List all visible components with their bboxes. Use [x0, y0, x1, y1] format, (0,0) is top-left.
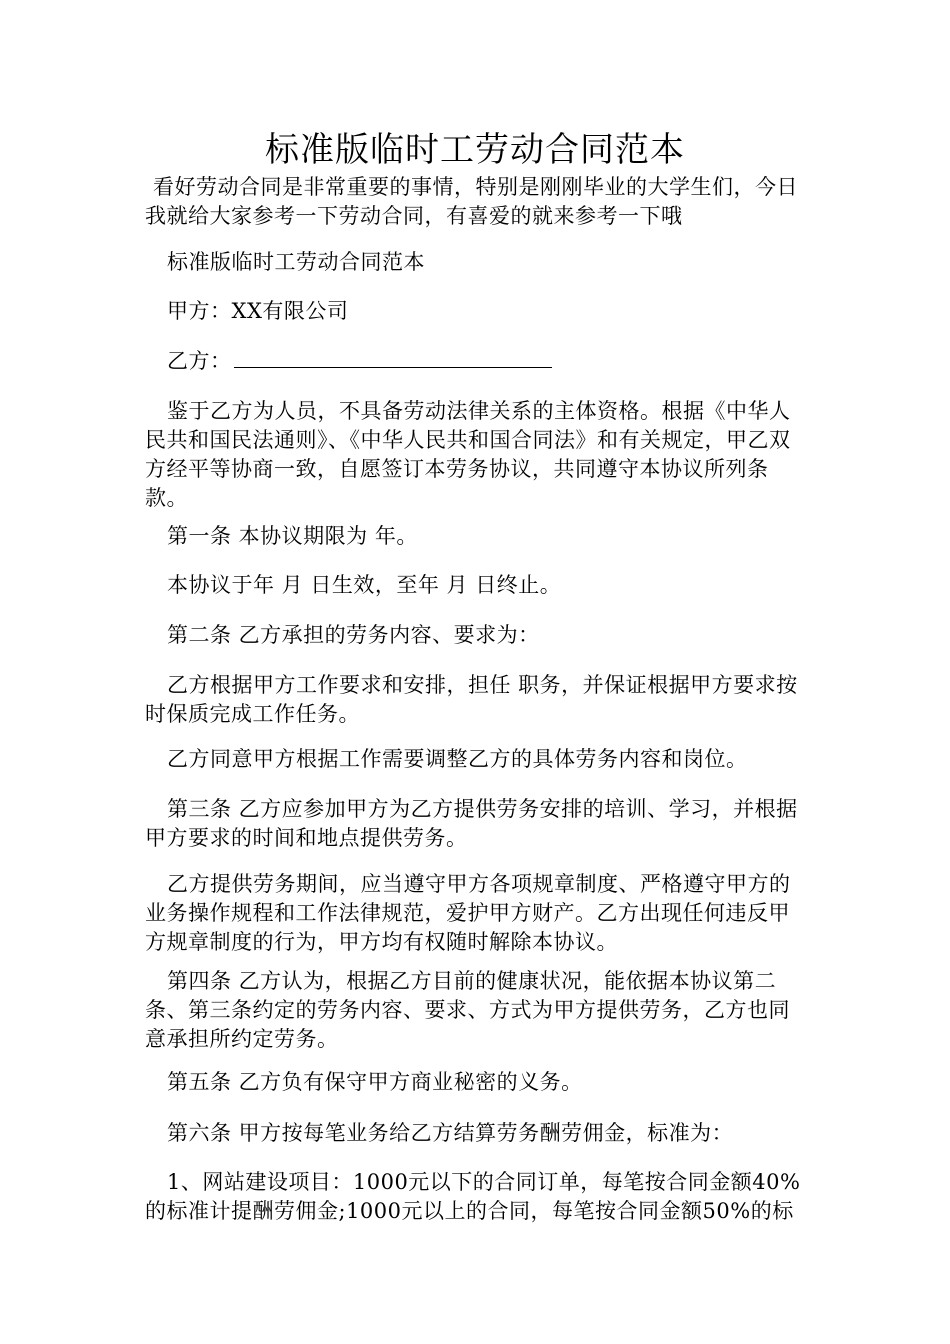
intro-paragraph: 看好劳动合同是非常重要的事情，特别是刚刚毕业的大学生们，今日我就给大家参考一下劳动合同，有喜爱的就来参考一下哦 — [145, 175, 798, 228]
clause-paragraph: 1、网站建设项目：1000元以下的合同订单，每笔按合同金额40%的标准计提酬劳佣金;1000元以上的合同，每笔按合同金额50%的标 — [145, 1170, 801, 1223]
clause-paragraph: 第五条 乙方负有保守甲方商业秘密的义务。 — [167, 1070, 583, 1094]
document-title: 标准版临时工劳动合同范本 — [265, 130, 685, 170]
clause-paragraph: 鉴于乙方为人员，不具备劳动法律关系的主体资格。根据《中华人民共和国民法通则》、《中华人民共和国合同法》和有关规定，甲乙双方经平等协商一致，自愿签订本劳务协议，共同遵守本协议所列条款。 — [145, 399, 791, 510]
party-a-line: 甲方：XX有限公司 — [167, 299, 349, 323]
clause-paragraph: 本协议于年 月 日生效，至年 月 日终止。 — [167, 573, 562, 597]
party-b-label: 乙方： — [167, 349, 232, 373]
clause-paragraph: 乙方提供劳务期间，应当遵守甲方各项规章制度、严格遵守甲方的业务操作规程和工作法律规范，爱护甲方财产。乙方出现任何违反甲方规章制度的行为，甲方均有权随时解除本协议。 — [145, 872, 791, 954]
clause-paragraph: 乙方同意甲方根据工作需要调整乙方的具体劳务内容和岗位。 — [167, 747, 748, 771]
clause-paragraph: 乙方根据甲方工作要求和安排，担任 职务，并保证根据甲方要求按时保质完成工作任务。 — [145, 673, 798, 726]
party-b-line — [145, 347, 807, 376]
clause-paragraph: 第六条 甲方按每笔业务给乙方结算劳务酬劳佣金，标准为： — [167, 1121, 734, 1145]
subtitle-paragraph: 标准版临时工劳动合同范本 — [167, 250, 425, 274]
clause-paragraph: 第四条 乙方认为，根据乙方目前的健康状况，能依据本协议第二条、第三条约定的劳务内容、要求、方式为甲方提供劳务，乙方也同意承担所约定劳务。 — [145, 969, 790, 1051]
clause-paragraph: 第二条 乙方承担的劳务内容、要求为： — [167, 623, 540, 647]
clause-paragraph: 第三条 乙方应参加甲方为乙方提供劳务安排的培训、学习，并根据甲方要求的时间和地点提供劳务。 — [145, 797, 798, 850]
clause-paragraph: 第一条 本协议期限为 年。 — [167, 524, 418, 548]
party-b-blank-line — [234, 347, 552, 368]
